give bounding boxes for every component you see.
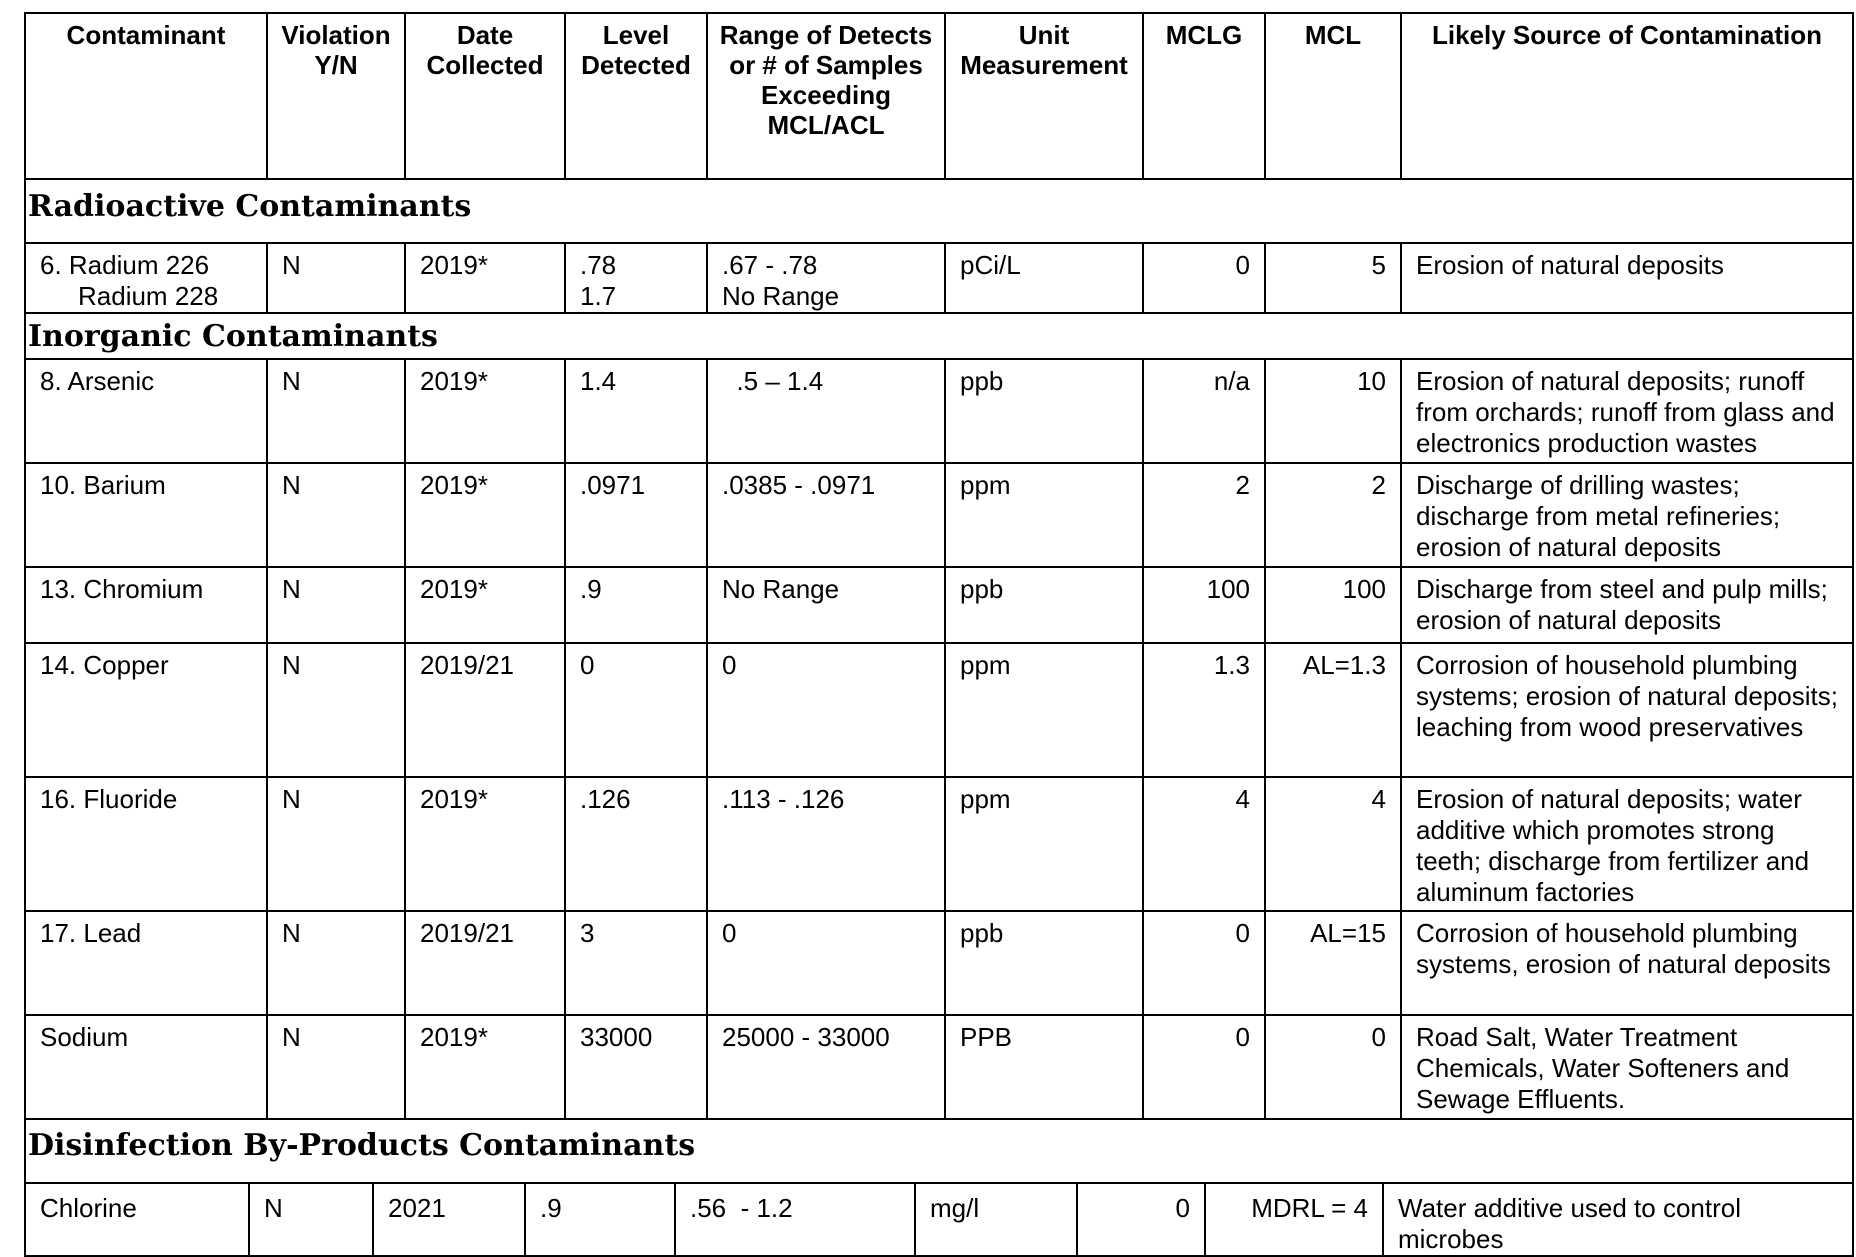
cell-range: .0385 - .0971	[707, 463, 945, 567]
table-row	[25, 359, 1853, 463]
cell-contaminant: 17. Lead	[25, 911, 267, 1015]
radium-228-level: 1.7	[580, 281, 617, 311]
radium-226-range: .67 - .78	[722, 250, 818, 280]
cell-date: 2019*	[405, 567, 565, 643]
table-row	[25, 567, 1853, 643]
radium-226-name: 6. Radium 226	[40, 250, 210, 280]
cell-unit: ppb	[945, 911, 1143, 1015]
cell-date: 2021	[373, 1183, 525, 1256]
cell-unit: ppm	[945, 463, 1143, 567]
cell-date: 2019/21	[405, 643, 565, 777]
cell-mcl: 4	[1265, 777, 1401, 911]
cell-level: 1.4	[565, 359, 707, 463]
cell-violation: N	[267, 359, 405, 463]
cell-unit: ppb	[945, 567, 1143, 643]
cell-contaminant: 10. Barium	[25, 463, 267, 567]
contaminant-table	[24, 12, 1854, 1120]
cell-source: Corrosion of household plumbing systems, erosion of natural deposits	[1401, 911, 1853, 1015]
header-level-detected: Level Detected	[565, 13, 707, 179]
cell-mcl: 10	[1265, 359, 1401, 463]
cell-source: Erosion of natural deposits	[1401, 243, 1853, 313]
cell-source: Erosion of natural deposits; runoff from orchards; runoff from glass and electronics production wastes	[1401, 359, 1853, 463]
cell-date: 2019*	[405, 1015, 565, 1119]
disinfection-table	[24, 1118, 1854, 1257]
cell-range: 25000 - 33000	[707, 1015, 945, 1119]
radium-228-name: Radium 228	[78, 281, 219, 311]
header-contaminant: Contaminant	[25, 13, 267, 179]
cell-mcl: MDRL = 4	[1205, 1183, 1383, 1256]
cell-mcl: AL=1.3	[1265, 643, 1401, 777]
cell-date: 2019*	[405, 359, 565, 463]
cell-source: Water additive used to control microbes	[1383, 1183, 1853, 1256]
cell-mclg: 2	[1143, 463, 1265, 567]
cell-mclg: 0	[1077, 1183, 1205, 1256]
contaminant-table-wrapper	[24, 12, 1852, 1257]
header-source: Likely Source of Contamination	[1401, 13, 1853, 179]
cell-violation: N	[249, 1183, 373, 1256]
cell-contaminant	[25, 243, 267, 313]
cell-violation: N	[267, 1015, 405, 1119]
cell-date: 2019*	[405, 243, 565, 313]
header-date-collected: Date Collected	[405, 13, 565, 179]
cell-mclg: 100	[1143, 567, 1265, 643]
cell-violation: N	[267, 911, 405, 1015]
header-violation: Violation Y/N	[267, 13, 405, 179]
table-row	[25, 777, 1853, 911]
header-range: Range of Detects or # of Samples Exceeding MCL/ACL	[707, 13, 945, 179]
cell-unit: ppb	[945, 359, 1143, 463]
cell-mcl: AL=15	[1265, 911, 1401, 1015]
section-title-radioactive: Radioactive Contaminants	[25, 179, 1853, 243]
cell-date: 2019/21	[405, 911, 565, 1015]
cell-mcl: 5	[1265, 243, 1401, 313]
cell-mcl: 0	[1265, 1015, 1401, 1119]
cell-level: .0971	[565, 463, 707, 567]
cell-level: .9	[525, 1183, 675, 1256]
cell-unit: mg/l	[915, 1183, 1077, 1256]
cell-level	[565, 243, 707, 313]
cell-mcl: 2	[1265, 463, 1401, 567]
cell-violation: N	[267, 567, 405, 643]
cell-level: 0	[565, 643, 707, 777]
table-row-chlorine	[25, 1183, 1853, 1256]
header-mcl: MCL	[1265, 13, 1401, 179]
header-mclg: MCLG	[1143, 13, 1265, 179]
radium-228-range: No Range	[722, 281, 840, 311]
cell-unit: pCi/L	[945, 243, 1143, 313]
cell-mclg: 0	[1143, 243, 1265, 313]
cell-contaminant: 13. Chromium	[25, 567, 267, 643]
table-row	[25, 911, 1853, 1015]
cell-mclg: 4	[1143, 777, 1265, 911]
cell-source: Erosion of natural deposits; water additive which promotes strong teeth; discharge from fertilizer and aluminum factories	[1401, 777, 1853, 911]
cell-unit: PPB	[945, 1015, 1143, 1119]
header-unit: Unit Measurement	[945, 13, 1143, 179]
cell-source: Road Salt, Water Treatment Chemicals, Water Softeners and Sewage Effluents.	[1401, 1015, 1853, 1119]
cell-range: .56 - 1.2	[675, 1183, 915, 1256]
cell-source: Corrosion of household plumbing systems; erosion of natural deposits; leaching from wood preservatives	[1401, 643, 1853, 777]
section-title-inorganic: Inorganic Contaminants	[25, 313, 1853, 359]
cell-range: 0	[707, 643, 945, 777]
cell-date: 2019*	[405, 463, 565, 567]
cell-range: .5 – 1.4	[707, 359, 945, 463]
cell-level: .9	[565, 567, 707, 643]
section-row-inorganic	[25, 313, 1853, 359]
cell-source: Discharge of drilling wastes; discharge from metal refineries; erosion of natural deposits	[1401, 463, 1853, 567]
cell-range: .113 - .126	[707, 777, 945, 911]
cell-mclg: n/a	[1143, 359, 1265, 463]
cell-range: No Range	[707, 567, 945, 643]
table-row	[25, 643, 1853, 777]
cell-range: 0	[707, 911, 945, 1015]
cell-violation: N	[267, 243, 405, 313]
section-row-disinfection	[25, 1119, 1853, 1183]
cell-date: 2019*	[405, 777, 565, 911]
cell-contaminant: Sodium	[25, 1015, 267, 1119]
cell-contaminant: Chlorine	[25, 1183, 249, 1256]
cell-contaminant: 16. Fluoride	[25, 777, 267, 911]
cell-mclg: 1.3	[1143, 643, 1265, 777]
cell-level: 33000	[565, 1015, 707, 1119]
table-row	[25, 1015, 1853, 1119]
cell-mcl: 100	[1265, 567, 1401, 643]
cell-level: 3	[565, 911, 707, 1015]
cell-unit: ppm	[945, 777, 1143, 911]
cell-violation: N	[267, 777, 405, 911]
radium-226-level: .78	[580, 250, 617, 280]
cell-range	[707, 243, 945, 313]
cell-violation: N	[267, 463, 405, 567]
cell-violation: N	[267, 643, 405, 777]
section-title-disinfection: Disinfection By-Products Contaminants	[25, 1119, 1853, 1183]
cell-mclg: 0	[1143, 1015, 1265, 1119]
header-row	[25, 13, 1853, 179]
table-row	[25, 463, 1853, 567]
table-row-radium	[25, 243, 1853, 313]
cell-contaminant: 8. Arsenic	[25, 359, 267, 463]
cell-unit: ppm	[945, 643, 1143, 777]
cell-mclg: 0	[1143, 911, 1265, 1015]
cell-level: .126	[565, 777, 707, 911]
section-row-radioactive	[25, 179, 1853, 243]
cell-contaminant: 14. Copper	[25, 643, 267, 777]
cell-source: Discharge from steel and pulp mills; erosion of natural deposits	[1401, 567, 1853, 643]
